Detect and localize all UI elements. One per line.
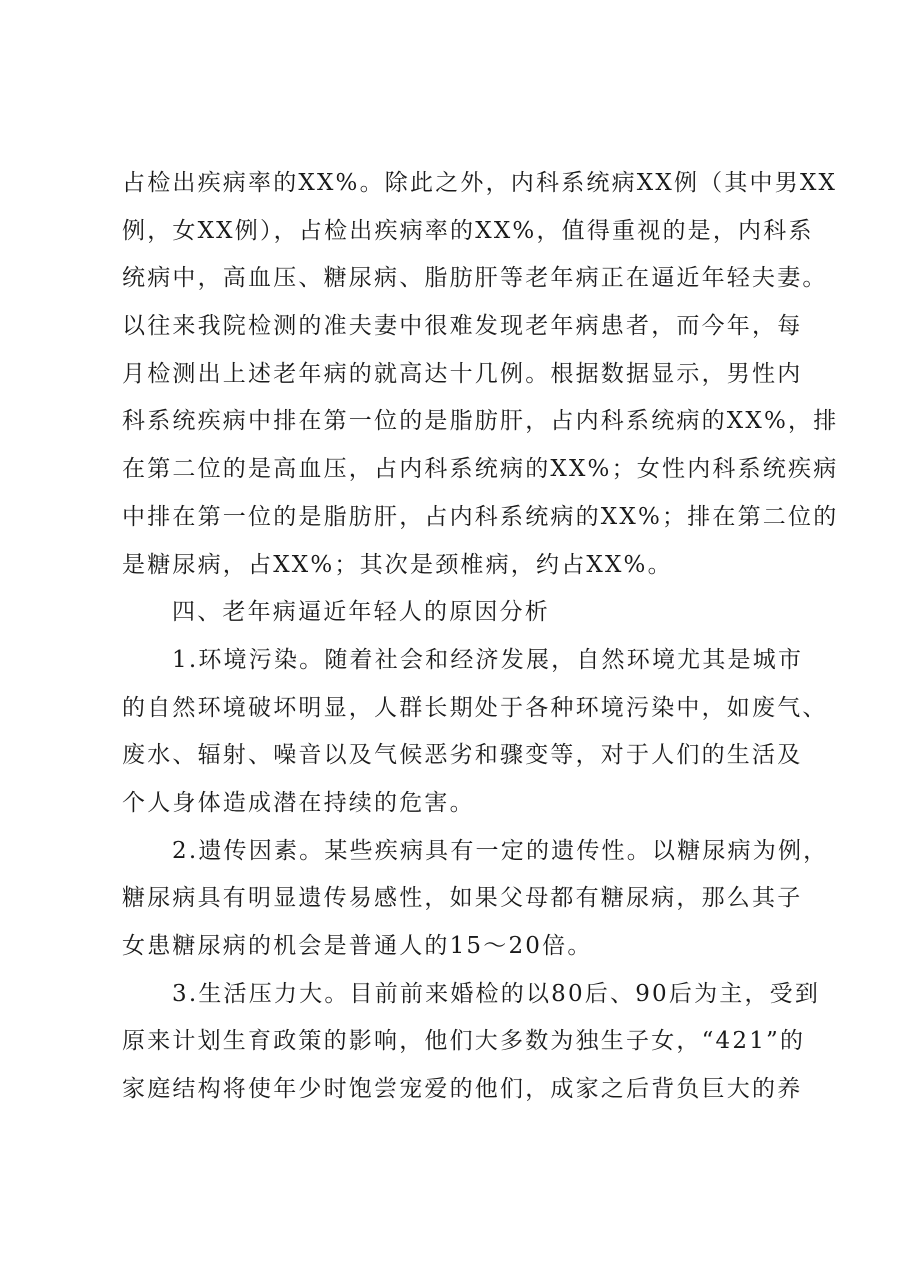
- text-line: 2.遗传因素。某些疾病具有一定的遗传性。以糖尿病为例，: [172, 837, 829, 864]
- text-line: 的自然环境破坏明显，人群长期处于各种环境污染中，如废气、: [122, 694, 828, 721]
- section-heading: 四、老年病逼近年轻人的原因分析: [172, 599, 550, 626]
- text-line: 3.生活压力大。目前前来婚检的以80后、90后为主，受到: [172, 980, 821, 1007]
- text-line: 例，女XX例），占检出疾病率的XX%，值得重视的是，内科系: [122, 217, 814, 244]
- text-line: 月检测出上述老年病的就高达十几例。根据数据显示，男性内: [122, 360, 803, 387]
- text-line: 以往来我院检测的准夫妻中很难发现老年病患者，而今年，每: [122, 313, 803, 340]
- text-line: 在第二位的是高血压，占内科系统病的XX%；女性内科系统疾病: [122, 456, 839, 483]
- text-line: 是糖尿病，占XX%；其次是颈椎病，约占XX%。: [122, 551, 673, 578]
- text-line: 女患糖尿病的机会是普通人的15～20倍。: [122, 933, 593, 959]
- text-line: 废水、辐射、噪音以及气候恶劣和骤变等，对于人们的生活及: [122, 742, 803, 769]
- text-line: 糖尿病具有明显遗传易感性，如果父母都有糖尿病，那么其子: [122, 885, 803, 912]
- text-line: 统病中，高血压、糖尿病、脂肪肝等老年病正在逼近年轻夫妻。: [122, 265, 828, 292]
- text-line: 原来计划生育政策的影响，他们大多数为独生子女，“421”的: [122, 1028, 806, 1055]
- text-line: 家庭结构将使年少时饱尝宠爱的他们，成家之后背负巨大的养: [122, 1076, 803, 1103]
- text-line: 科系统疾病中排在第一位的是脂肪肝，占内科系统病的XX%，排: [122, 408, 839, 435]
- text-line: 个人身体造成潜在持续的危害。: [122, 789, 475, 816]
- text-line: 1.环境污染。随着社会和经济发展，自然环境尤其是城市: [172, 646, 804, 673]
- document-body: [122, 160, 839, 1114]
- text-line: 中排在第一位的是脂肪肝，占内科系统病的XX%；排在第二位的: [122, 503, 839, 530]
- text-line: 占检出疾病率的XX%。除此之外，内科系统病XX例（其中男XX: [122, 170, 838, 196]
